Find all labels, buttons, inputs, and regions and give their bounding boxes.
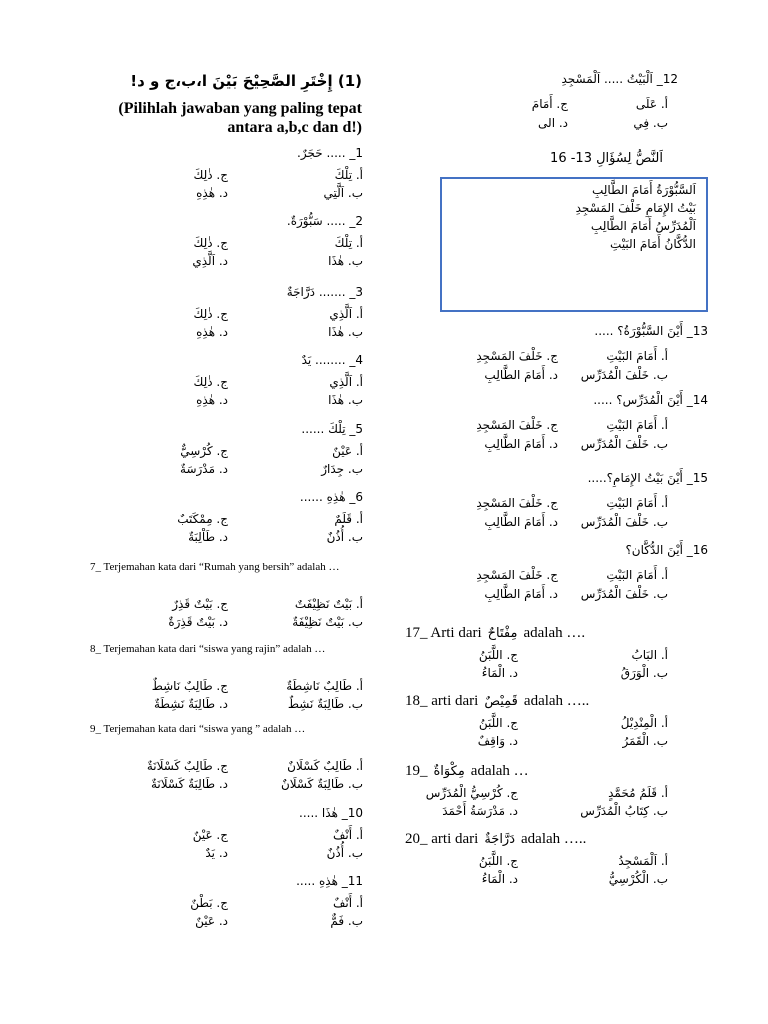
question-text: 1_ ..... حَجَرٌ. — [297, 146, 363, 160]
option-c[interactable]: ج. مِمْكَتَبٌ — [177, 512, 228, 526]
option-a[interactable]: أ. أَمَامَ البَيْتِ — [606, 496, 668, 510]
passage-line: بَيْتُ الإِمَامِ خَلْفَ المَسْجِدِ — [575, 201, 696, 215]
option-c[interactable]: ج. كُرْسِيُّ الْمُدَرِّس — [425, 786, 518, 800]
option-d[interactable]: د. بَيْتٌ قَذِرَةٌ — [168, 615, 228, 629]
question-word: دَرَّاجَةٌ — [484, 832, 515, 847]
option-d[interactable]: د. هٰذِهِ — [196, 325, 228, 339]
question-text: 8_ Terjemahan kata dari “siswa yang rajin” adalah … — [90, 643, 326, 655]
question-suffix: adalah … — [470, 763, 529, 779]
option-b[interactable]: ب. طَالِبَةٌ كَسْلَانٌ — [280, 777, 363, 791]
question-suffix: adalah …. — [523, 625, 586, 641]
option-a[interactable]: أ. قَلَمُ مُحَمَّدٍ — [608, 786, 668, 800]
option-a[interactable]: أ. أَمَامَ البَيْتِ — [606, 349, 668, 363]
option-d[interactable]: د. الى — [538, 116, 568, 130]
option-a[interactable]: أ. طَالِبٌ نَاشِطَةٌ — [286, 679, 363, 693]
option-a[interactable]: أ. أَنْفٌ — [332, 828, 363, 842]
option-d[interactable]: د. أَمَامَ الطَّالِبِ — [484, 368, 558, 382]
option-d[interactable]: د. أَمَامَ الطَّالِبِ — [484, 437, 558, 451]
option-c[interactable]: ج. ذٰلِكَ — [193, 375, 228, 389]
option-d[interactable]: د. هٰذِهِ — [196, 393, 228, 407]
option-c[interactable]: ج. اللَّبَنُ — [478, 716, 518, 730]
option-d[interactable]: د. وَاقِفٌ — [477, 734, 518, 748]
option-b[interactable]: ب. هٰذَا — [328, 254, 363, 268]
question-text: 15_ أَيْنَ بَيْتُ الإِمَامِ؟..... — [587, 471, 708, 485]
option-d[interactable]: د. طَاْلِبَةٌ — [188, 530, 228, 544]
passage-box — [440, 177, 708, 312]
exercise-title: (1) إِخْتَرِ الصَّحِيْحَ بَيْنَ ا،ب،ج و د! — [130, 72, 362, 90]
question-text — [405, 622, 585, 642]
option-b[interactable]: ب. هٰذَا — [328, 393, 363, 407]
option-b[interactable]: ب. خَلْفَ الْمُدَرِّس — [580, 368, 668, 382]
option-b[interactable]: ب. كِتَابُ الْمُدَرِّس — [580, 804, 668, 818]
question-prefix: 17_ Arti dari — [405, 625, 482, 641]
question-text: 11_ هٰذِهِ ..... — [296, 874, 363, 888]
option-c[interactable]: ج. اللَّبَنُ — [478, 854, 518, 868]
passage-heading: اَلنَّصُّ لِسُؤَالِ 13- 16 — [550, 151, 663, 166]
option-c[interactable]: ج. بَطْنٌ — [190, 896, 228, 910]
option-d[interactable]: د. أَمَامَ الطَّالِبِ — [484, 515, 558, 529]
option-a[interactable]: أ. أَنْفٌ — [332, 896, 363, 910]
option-a[interactable]: أ. أَمَامَ البَيْتِ — [606, 568, 668, 582]
option-c[interactable]: ج. بَيْتٌ قَذِرٌ — [172, 597, 228, 611]
option-d[interactable]: د. مَدْرَسَةُ أَحْمَدَ — [442, 804, 518, 818]
question-text: 10_ هٰذَا ..... — [299, 806, 363, 820]
question-prefix: 18_ arti dari — [405, 693, 479, 709]
option-b[interactable]: ب. الْوَرَقُ — [620, 666, 668, 680]
question-suffix: adalah ….. — [521, 831, 587, 847]
option-a[interactable]: أ. عَيْنٌ — [332, 444, 363, 458]
option-c[interactable]: ج. كُرْسِيٌّ — [180, 444, 228, 458]
question-prefix: 20_ arti dari — [405, 831, 479, 847]
option-b[interactable]: ب. طَالِبَةٌ نَشِطٌ — [287, 697, 363, 711]
option-d[interactable]: د. طَالِبَةٌ كَسْلَانَةٌ — [150, 777, 228, 791]
option-a[interactable]: أ. الْمِنْدِيْلُ — [620, 716, 668, 730]
option-a[interactable]: أ. أَمَامَ البَيْتِ — [606, 418, 668, 432]
option-b[interactable]: ب. فِي — [633, 116, 668, 130]
option-d[interactable]: د. يَدٌ — [205, 846, 228, 860]
option-b[interactable]: ب. بَيْتٌ نَظِيْفَةٌ — [292, 615, 363, 629]
option-d[interactable]: د. الْمَاءُ — [481, 666, 518, 680]
option-a[interactable]: أ. عَلَى — [635, 97, 668, 111]
option-a[interactable]: أ. اَلْمَسْجِدُ — [618, 854, 668, 868]
question-text — [405, 828, 586, 848]
question-text: 13_ أَيْنَ السَّبُّوْرَةُ؟ ..... — [594, 324, 708, 338]
option-d[interactable]: د. مَدْرَسَةٌ — [180, 462, 228, 476]
option-c[interactable]: ج. اللَّبَنُ — [478, 648, 518, 662]
passage-line: اَلْمُدَرِّسُ أَمَامَ الطَّالِبِ — [590, 219, 696, 233]
option-d[interactable]: د. الْمَاءُ — [481, 872, 518, 886]
option-b[interactable]: ب. الْكُرْسِيُّ — [608, 872, 668, 886]
question-text: 4_ ........ يَدٌ — [301, 353, 363, 367]
option-a[interactable]: أ. اَلَّذِي — [329, 375, 363, 389]
option-c[interactable]: ج. خَلْفَ المَسْجِدِ — [476, 568, 558, 582]
question-text: 7_ Terjemahan kata dari “Rumah yang bersih” adalah … — [90, 561, 340, 573]
question-text: 14_ أَيْنَ الْمُدَرِّس؟ ..... — [593, 393, 708, 407]
passage-line: الدُّكَّانُ أَمَامَ البَيْتِ — [610, 237, 696, 251]
option-c[interactable]: ج. طَالِبٌ نَاشِطٌ — [151, 679, 228, 693]
option-c[interactable]: ج. ذٰلِكَ — [193, 168, 228, 182]
option-d[interactable]: د. طَالِبَةٌ نَشِطَةٌ — [153, 697, 228, 711]
option-c[interactable]: ج. أَمَامَ — [531, 97, 568, 111]
option-c[interactable]: ج. خَلْفَ المَسْجِدِ — [476, 496, 558, 510]
option-b[interactable]: ب. جِدَارٌ — [321, 462, 363, 476]
question-text — [405, 690, 589, 710]
option-d[interactable]: د. أَمَامَ الطَّالِبِ — [484, 587, 558, 601]
option-c[interactable]: ج. خَلْفَ المَسْجِدِ — [476, 349, 558, 363]
option-a[interactable]: أ. طَالِبٌ كَسْلَانٌ — [287, 759, 363, 773]
exercise-subtitle: (Pilihlah jawaban yang paling tepat antara a,b,c dan d!) — [118, 100, 362, 136]
option-b[interactable]: ب. أُذُنٌ — [326, 846, 363, 860]
question-text: 3_ ....... دَرَّاجَةٌ — [286, 285, 363, 299]
option-b[interactable]: ب. هٰذَا — [328, 325, 363, 339]
question-word: قَمِيْصٌ — [484, 694, 518, 709]
question-suffix: adalah ….. — [523, 693, 590, 709]
option-b[interactable]: ب. اَلَّتِي — [323, 186, 363, 200]
option-a[interactable]: أ. قَلَمٌ — [334, 512, 363, 526]
question-prefix: 19_ — [405, 763, 428, 779]
option-b[interactable]: ب. خَلْفَ الْمُدَرِّس — [580, 515, 668, 529]
question-text: 16_ أَيْنَ الدُّكَّان؟ — [625, 543, 708, 557]
option-b[interactable]: ب. خَلْفَ الْمُدَرِّس — [580, 437, 668, 451]
option-b[interactable]: ب. فَمٌّ — [330, 914, 363, 928]
option-a[interactable]: أ. تِلْكَ — [334, 236, 363, 250]
option-a[interactable]: أ. تِلْكَ — [334, 168, 363, 182]
option-b[interactable]: ب. أُذُنٌ — [326, 530, 363, 544]
option-b[interactable]: ب. الْقَمَرُ — [622, 734, 668, 748]
option-d[interactable]: د. اَلَّذِي — [192, 254, 228, 268]
option-a[interactable]: أ. البَابُ — [631, 648, 668, 662]
option-c[interactable]: ج. طَالِبٌ كَسْلَانَةٌ — [146, 759, 228, 773]
option-c[interactable]: ج. ذٰلِكَ — [193, 236, 228, 250]
option-d[interactable]: د. هٰذِهِ — [196, 186, 228, 200]
option-c[interactable]: ج. خَلْفَ المَسْجِدِ — [476, 418, 558, 432]
option-c[interactable]: ج. ذٰلِكَ — [193, 307, 228, 321]
question-text: 2_ ..... سَبُّوْرَةٌ. — [286, 214, 363, 228]
question-text — [405, 760, 529, 780]
question-text: 6_ هٰذِهِ ...... — [299, 490, 363, 504]
option-b[interactable]: ب. خَلْفَ الْمُدَرِّس — [580, 587, 668, 601]
option-d[interactable]: د. عَيْنٌ — [195, 914, 228, 928]
question-word: مِفْتَاحٌ — [487, 626, 518, 641]
question-text: 9_ Terjemahan kata dari “siswa yang ” adalah … — [90, 723, 306, 735]
passage-line: اَلسَّبُّوْرَةُ أَمَامَ الطَّالِبِ — [591, 183, 696, 197]
option-a[interactable]: أ. اَلَّذِي — [329, 307, 363, 321]
question-word: مِكْوَاةٌ — [433, 764, 465, 779]
option-c[interactable]: ج. عَيْنٌ — [192, 828, 228, 842]
option-a[interactable]: أ. بَيْتٌ نَظِيْفَتٌ — [294, 597, 363, 611]
question-text: 5_ تِلْكَ ...... — [301, 422, 363, 436]
question-text: 12_ اَلْبَيْتُ ..... اَلْمَسْجِدِ — [561, 72, 678, 86]
